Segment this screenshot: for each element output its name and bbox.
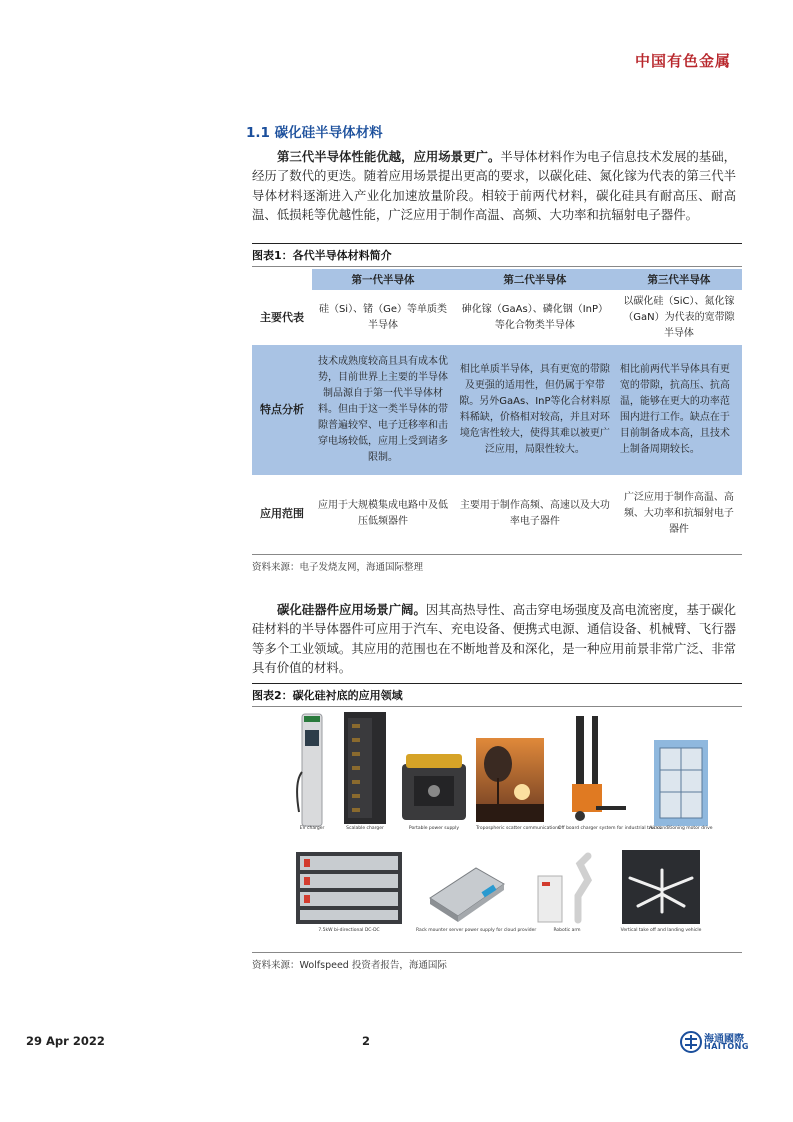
paragraph-text: 半导体材料作为电子信息技术发展的基础，经历了数代的更迭。随着应用场景提出更高的要求，以碳化硅、氮化镓为代表的第三代半导体材料逐渐进入产业化加速放量阶段。相较于前两代材料，碳化硅具有耐高压、耐高温、低损耗等优越性能，广泛应用于制作高温、高频、大功率和抗辐射电子器件。 bbox=[252, 149, 737, 222]
table-cell: 以碳化硅（SiC）、氮化镓（GaN）为代表的宽带隙半导体 bbox=[623, 295, 735, 339]
vtol-vehicle-image bbox=[622, 850, 700, 924]
table-header-gen2: 第二代半导体 bbox=[454, 269, 616, 290]
table-cell: 广泛应用于制作高温、高频、大功率和抗辐射电子器件 bbox=[616, 475, 742, 554]
caption: Air conditioning motor drive bbox=[649, 826, 713, 831]
table-cell: 技术成熟度较高且具有成本优势，目前世界上主要的半导体制品源自于第一代半导体材料。但由于这一类半导体的带隙普遍较窄、电子迁移率和击穿电场较低，应用上受到诸多限制。 bbox=[312, 345, 454, 475]
industrial-truck-charger-image bbox=[566, 714, 628, 824]
paragraph-lead: 碳化硅器件应用场景广阔。 bbox=[277, 602, 426, 617]
footer-date: 29 Apr 2022 bbox=[26, 1034, 105, 1048]
portable-power-supply-image bbox=[400, 750, 468, 822]
paragraph-lead: 第三代半导体性能优越，应用场景更广。 bbox=[277, 149, 501, 164]
haitong-logo bbox=[680, 1030, 750, 1054]
haitong-logo-icon bbox=[680, 1031, 702, 1053]
logo-text-cn: 海通國際 bbox=[704, 1034, 744, 1045]
table-header-gen1: 第一代半导体 bbox=[312, 269, 454, 290]
table-cell: 应用于大规模集成电路中及低压低频器件 bbox=[312, 475, 454, 554]
table-cell: 硅（Si）、锗（Ge）等单质类半导体 bbox=[318, 303, 447, 331]
semiconductor-generations-table bbox=[252, 269, 742, 555]
figure2-title: 图表2：碳化硅衬底的应用领域 bbox=[252, 683, 742, 707]
caption: Scalable charger bbox=[346, 826, 384, 831]
table-row bbox=[252, 475, 742, 554]
table-row bbox=[252, 290, 742, 345]
caption: Portable power supply bbox=[408, 826, 460, 831]
caption: Rack mounter server power supply for cloud provider bbox=[416, 928, 537, 933]
caption: Robotic arm bbox=[553, 928, 581, 933]
caption: 7.5kW bi-directional DC-DC bbox=[318, 928, 380, 933]
logo-text-en: HAITONG bbox=[704, 1042, 749, 1051]
figure2-source: 资料来源：Wolfspeed 投资者报告，海通国际 bbox=[252, 952, 742, 971]
row-head-applications: 应用范围 bbox=[252, 475, 312, 554]
section-title: 1.1 碳化硅半导体材料 bbox=[246, 125, 383, 141]
dc-dc-converter-image bbox=[296, 852, 402, 924]
application-images-grid bbox=[296, 710, 741, 946]
table-header-gen3: 第三代半导体 bbox=[616, 269, 742, 290]
table-cell: 相比单质半导体，具有更宽的带隙及更强的适用性，但仍属于窄带隙。另外GaAs、InP等化合材料原料稀缺，价格相对较高，并且对环境危害性较大，使得其难以被更广泛应用，局限性较大。 bbox=[454, 345, 616, 475]
scalable-charger-image bbox=[340, 710, 390, 826]
row-head-analysis: 特点分析 bbox=[252, 345, 312, 475]
table-cell: 相比前两代半导体具有更宽的带隙，抗高压、抗高温，能够在更大的功率范围内进行工作。缺点在于目前制备成本高，且技术上制备周期较长。 bbox=[616, 345, 742, 475]
table-header-row bbox=[252, 269, 742, 290]
air-conditioning-drive-image bbox=[654, 740, 708, 826]
caption: Off board charger system for industrial trucks bbox=[558, 826, 661, 831]
row-head-representative: 主要代表 bbox=[260, 310, 304, 324]
robotic-arm-image bbox=[532, 850, 602, 924]
footer-page-number: 2 bbox=[362, 1034, 371, 1048]
caption: Tropospheric scatter communications bbox=[476, 826, 561, 831]
table-row bbox=[252, 345, 742, 475]
caption: Vertical take off and landing vehicle bbox=[620, 928, 702, 933]
table-header-empty bbox=[252, 269, 312, 290]
table-cell: 砷化镓（GaAs）、磷化铟（InP）等化合物类半导体 bbox=[461, 303, 609, 331]
header-brand: 中国有色金属 bbox=[634, 52, 731, 70]
ev-charger-image bbox=[296, 712, 328, 828]
figure1-source: 资料来源：电子发烧友网，海通国际整理 bbox=[252, 562, 424, 573]
paragraph-applications bbox=[252, 600, 736, 677]
tropospheric-scatter-image bbox=[476, 738, 544, 826]
rack-server-power-image bbox=[426, 858, 508, 924]
table-cell: 主要用于制作高频、高速以及大功率电子器件 bbox=[454, 475, 616, 554]
paragraph-text: 因其高热导性、高击穿电场强度及高电流密度，基于碳化硅材料的半导体器件可应用于汽车、充电设备、便携式电源、通信设备、机械臂、飞行器等多个工业领域。其应用的范围也在不断地普及和深化，是一种应用前景非常广泛、非常具有价值的材料。 bbox=[252, 602, 737, 675]
paragraph-intro bbox=[252, 147, 736, 224]
caption: EV charger bbox=[299, 826, 325, 831]
figure1-title: 图表1：各代半导体材料简介 bbox=[252, 243, 742, 267]
